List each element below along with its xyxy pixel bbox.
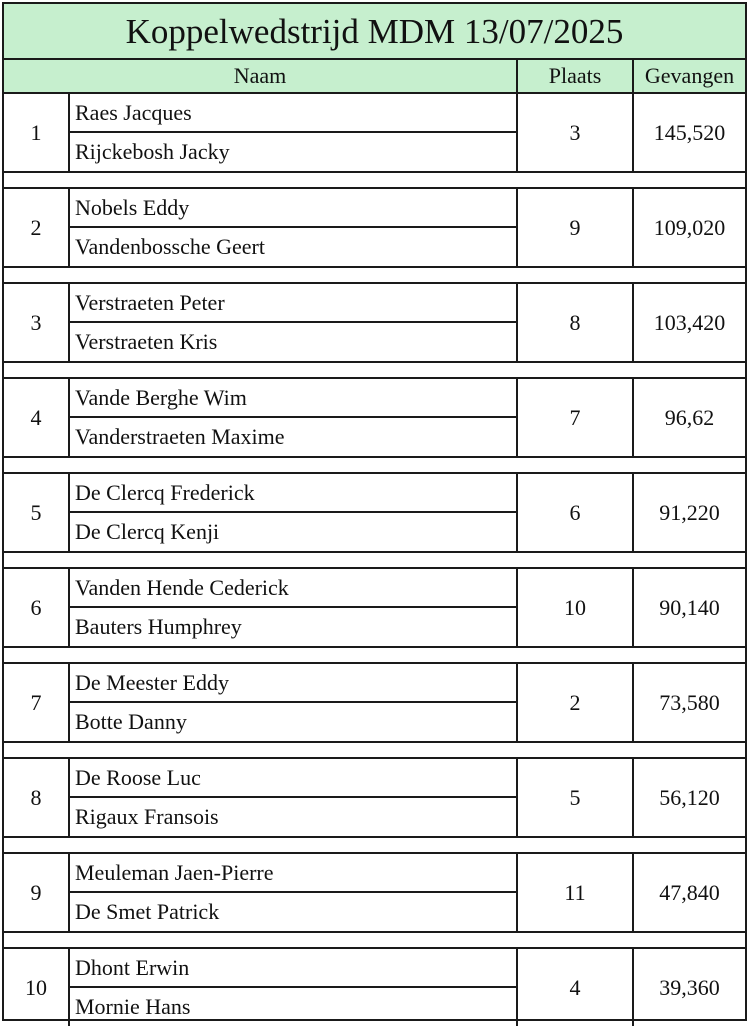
rank-cell: 9 xyxy=(30,879,42,905)
rank-cell: 7 xyxy=(30,689,42,715)
team-member-1: De Roose Luc xyxy=(75,765,201,790)
team-member-1: Vanden Hende Cederick xyxy=(75,575,289,600)
names-cell xyxy=(68,759,516,836)
name-divider xyxy=(70,606,516,608)
team-member-2: Botte Danny xyxy=(75,709,187,734)
gevangen-cell: 39,360 xyxy=(632,949,745,1026)
team-member-1: Raes Jacques xyxy=(75,100,192,125)
table-row xyxy=(4,474,745,551)
row-separator xyxy=(4,646,745,664)
names-cell xyxy=(68,854,516,931)
table-row xyxy=(4,949,745,1026)
table-row xyxy=(4,379,745,456)
team-member-2: Vanderstraeten Maxime xyxy=(75,424,285,449)
rank-cell: 6 xyxy=(30,594,42,620)
team-member-2: Rijckebosh Jacky xyxy=(75,139,230,164)
plaats-cell: 7 xyxy=(516,379,632,456)
name-divider xyxy=(70,511,516,513)
names-cell xyxy=(68,474,516,551)
team-member-1: Vande Berghe Wim xyxy=(75,385,247,410)
page-title: Koppelwedstrijd MDM 13/07/2025 xyxy=(4,4,745,60)
rank-cell: 5 xyxy=(30,499,42,525)
gevangen-cell: 96,62 xyxy=(632,379,745,456)
plaats-cell: 6 xyxy=(516,474,632,551)
team-member-2: Vandenbossche Geert xyxy=(75,234,265,259)
table-row xyxy=(4,189,745,266)
table-row xyxy=(4,94,745,171)
name-divider xyxy=(70,226,516,228)
team-member-2: Mornie Hans xyxy=(75,994,191,1019)
row-separator xyxy=(4,456,745,474)
plaats-cell: 2 xyxy=(516,664,632,741)
rank-cell: 1 xyxy=(30,119,42,145)
team-member-1: Verstraeten Peter xyxy=(75,290,225,315)
row-separator xyxy=(4,361,745,379)
name-divider xyxy=(70,986,516,988)
team-member-1: Meuleman Jaen-Pierre xyxy=(75,860,274,885)
column-header-gevangen: Gevangen xyxy=(632,60,745,94)
gevangen-cell: 91,220 xyxy=(632,474,745,551)
table-row xyxy=(4,854,745,931)
plaats-cell: 9 xyxy=(516,189,632,266)
rank-cell: 4 xyxy=(30,404,42,430)
results-table xyxy=(2,2,747,1021)
team-member-2: De Smet Patrick xyxy=(75,899,220,924)
name-divider xyxy=(70,131,516,133)
names-cell xyxy=(68,949,516,1026)
names-cell xyxy=(68,284,516,361)
rank-cell: 8 xyxy=(30,784,42,810)
team-member-1: Dhont Erwin xyxy=(75,955,190,980)
gevangen-cell: 90,140 xyxy=(632,569,745,646)
name-divider xyxy=(70,891,516,893)
row-separator xyxy=(4,551,745,569)
plaats-cell: 8 xyxy=(516,284,632,361)
team-member-1: De Clercq Frederick xyxy=(75,480,255,505)
team-member-2: Rigaux Fransois xyxy=(75,804,219,829)
name-divider xyxy=(70,416,516,418)
names-cell xyxy=(68,94,516,171)
table-row xyxy=(4,759,745,836)
row-separator xyxy=(4,931,745,949)
gevangen-cell: 47,840 xyxy=(632,854,745,931)
team-member-2: Verstraeten Kris xyxy=(75,329,218,354)
names-cell xyxy=(68,664,516,741)
gevangen-cell: 145,520 xyxy=(632,94,745,171)
table-row xyxy=(4,569,745,646)
rank-cell: 3 xyxy=(30,309,42,335)
rank-cell: 10 xyxy=(25,974,47,1000)
team-member-1: De Meester Eddy xyxy=(75,670,229,695)
row-separator xyxy=(4,171,745,189)
names-cell xyxy=(68,569,516,646)
plaats-cell: 10 xyxy=(516,569,632,646)
plaats-cell: 4 xyxy=(516,949,632,1026)
name-divider xyxy=(70,701,516,703)
plaats-cell: 3 xyxy=(516,94,632,171)
plaats-cell: 11 xyxy=(516,854,632,931)
names-cell xyxy=(68,189,516,266)
row-separator xyxy=(4,266,745,284)
name-divider xyxy=(70,796,516,798)
rank-cell: 2 xyxy=(30,214,42,240)
row-separator xyxy=(4,836,745,854)
team-member-1: Nobels Eddy xyxy=(75,195,190,220)
team-member-2: De Clercq Kenji xyxy=(75,519,220,544)
gevangen-cell: 103,420 xyxy=(632,284,745,361)
column-header-naam: Naam xyxy=(4,60,516,94)
gevangen-cell: 109,020 xyxy=(632,189,745,266)
gevangen-cell: 73,580 xyxy=(632,664,745,741)
row-separator xyxy=(4,741,745,759)
plaats-cell: 5 xyxy=(516,759,632,836)
column-header-plaats: Plaats xyxy=(516,60,632,94)
table-row xyxy=(4,284,745,361)
team-member-2: Bauters Humphrey xyxy=(75,614,242,639)
gevangen-cell: 56,120 xyxy=(632,759,745,836)
table-row xyxy=(4,664,745,741)
name-divider xyxy=(70,321,516,323)
names-cell xyxy=(68,379,516,456)
